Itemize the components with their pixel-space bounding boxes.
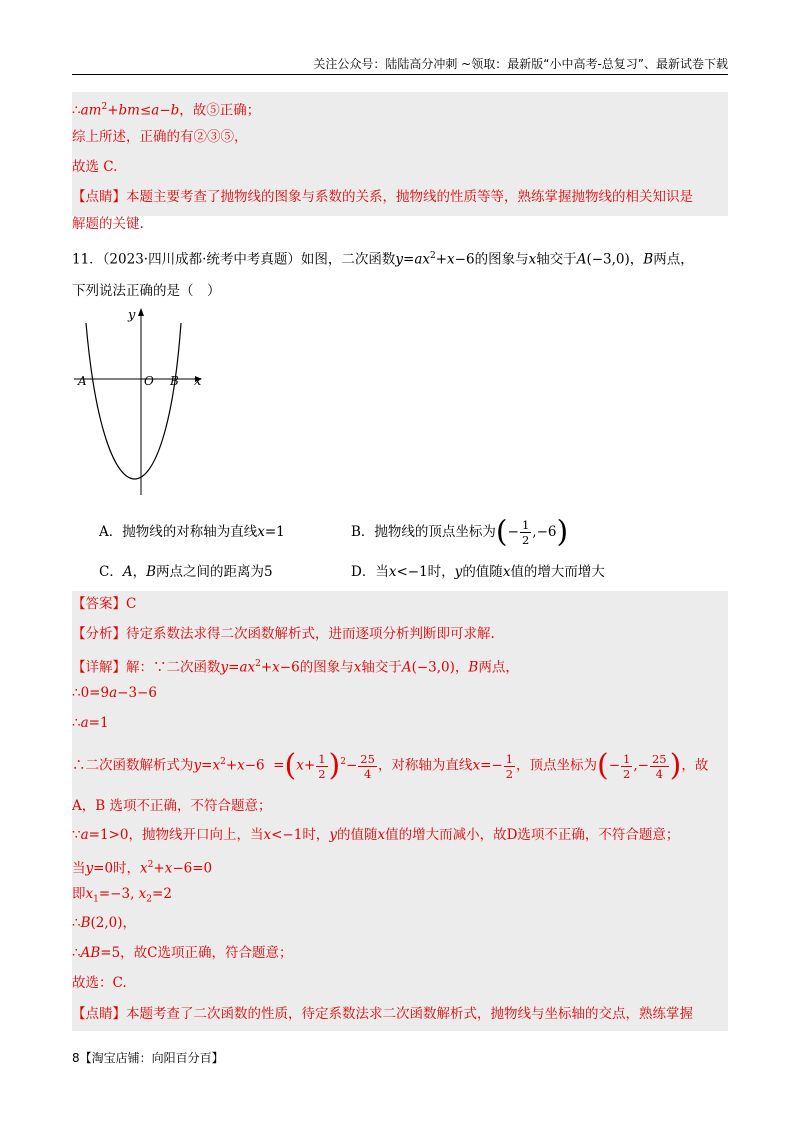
page-footer: 8【淘宝店铺：向阳百分百】 [72, 1051, 224, 1065]
parabola-graph [70, 305, 210, 500]
detail-line-9: ∴B(2,0)， [72, 915, 137, 931]
parabola-curve [86, 323, 181, 479]
prev-line-3: 故选 C. [72, 159, 118, 175]
detail-line-6: ∵a=1>0，抛物线开口向上，当x<−1时，y的值随x值的增大而减小，故D选项不正确，不符合题意； [72, 827, 680, 843]
origin-label: O [144, 374, 154, 388]
option-c: C．A，B两点之间的距离为5 [99, 564, 273, 580]
option-b: B．抛物线的顶点坐标为(− $\frac{1}{2}$ ,−6) [351, 514, 569, 550]
option-d: D．当x<−1时，y的值随x值的增大而增大 [351, 564, 605, 580]
detail-line-3: ∴a=1 [72, 715, 109, 731]
prev-line-1: $\therefore am^2+bm\le a-b$，故⑤正确； [72, 102, 261, 119]
detail-line-7: 当y=0时，$x^2+x-6=0$ [72, 860, 213, 877]
answer-line: 【答案】C [72, 596, 137, 612]
x-axis-label: x [194, 374, 202, 389]
prev-comment-1: 【点睛】本题主要考查了抛物线的图象与系数的关系，抛物线的性质等等，熟练掌握抛物线的相关知识是 [72, 189, 693, 205]
y-axis [138, 308, 144, 495]
detail-line-1: 【详解】解：∵二次函数$y=ax^2+x-6$的图象与x轴交于A(−3,0)，B两点， [72, 659, 519, 676]
comment-line: 【点睛】本题考查了二次函数的性质，待定系数法求二次函数解析式，抛物线与坐标轴的交点，熟练掌握 [72, 1006, 693, 1022]
detail-line-2: ∴0=9a−3−6 [72, 685, 157, 701]
y-axis-label: y [128, 308, 136, 323]
detail-line-11: 故选：C. [72, 975, 127, 991]
prev-comment-2: 解题的关键. [72, 216, 144, 232]
question-line-2: 下列说法正确的是（ ） [72, 283, 221, 299]
analysis-line: 【分析】待定系数法求得二次函数解析式，进而逐项分析判断即可求解. [72, 626, 495, 642]
detail-line-8: 即$x_1=-3$, $x_2=2$ [72, 886, 172, 905]
point-b-label: B [170, 374, 179, 388]
prev-line-2: 综上所述，正确的有②③⑤， [72, 129, 248, 145]
question-line-1: 11．（2023·四川成都·统考中考真题）如图，二次函数$y=ax^2+x-6$的图象与x轴交于A(−3,0)，B两点， [72, 251, 694, 268]
detail-line-10: ∴AB=5，故C选项正确，符合题意； [72, 945, 293, 961]
option-a: A．抛物线的对称轴为直线x=1 [99, 524, 285, 540]
detail-line-4: ∴二次函数解析式为$y=x^2+x-6 =(x+$ $\frac{1}{2}$ )$^2$− $\frac{25}{4}$ ，对称轴为直线x=− $\frac{1}{2}$ ，顶点坐标为(− $\frac{1}{2}$ ,− $\frac{25}{4}$ )，故 [72, 748, 709, 783]
point-a-label: A [78, 374, 87, 388]
page-header: 关注公众号：陆陆高分冲刺 ~领取：最新版“小中高考-总复习”、最新试卷下载 [72, 56, 728, 75]
detail-line-5: A，B 选项不正确，不符合题意； [72, 798, 272, 814]
